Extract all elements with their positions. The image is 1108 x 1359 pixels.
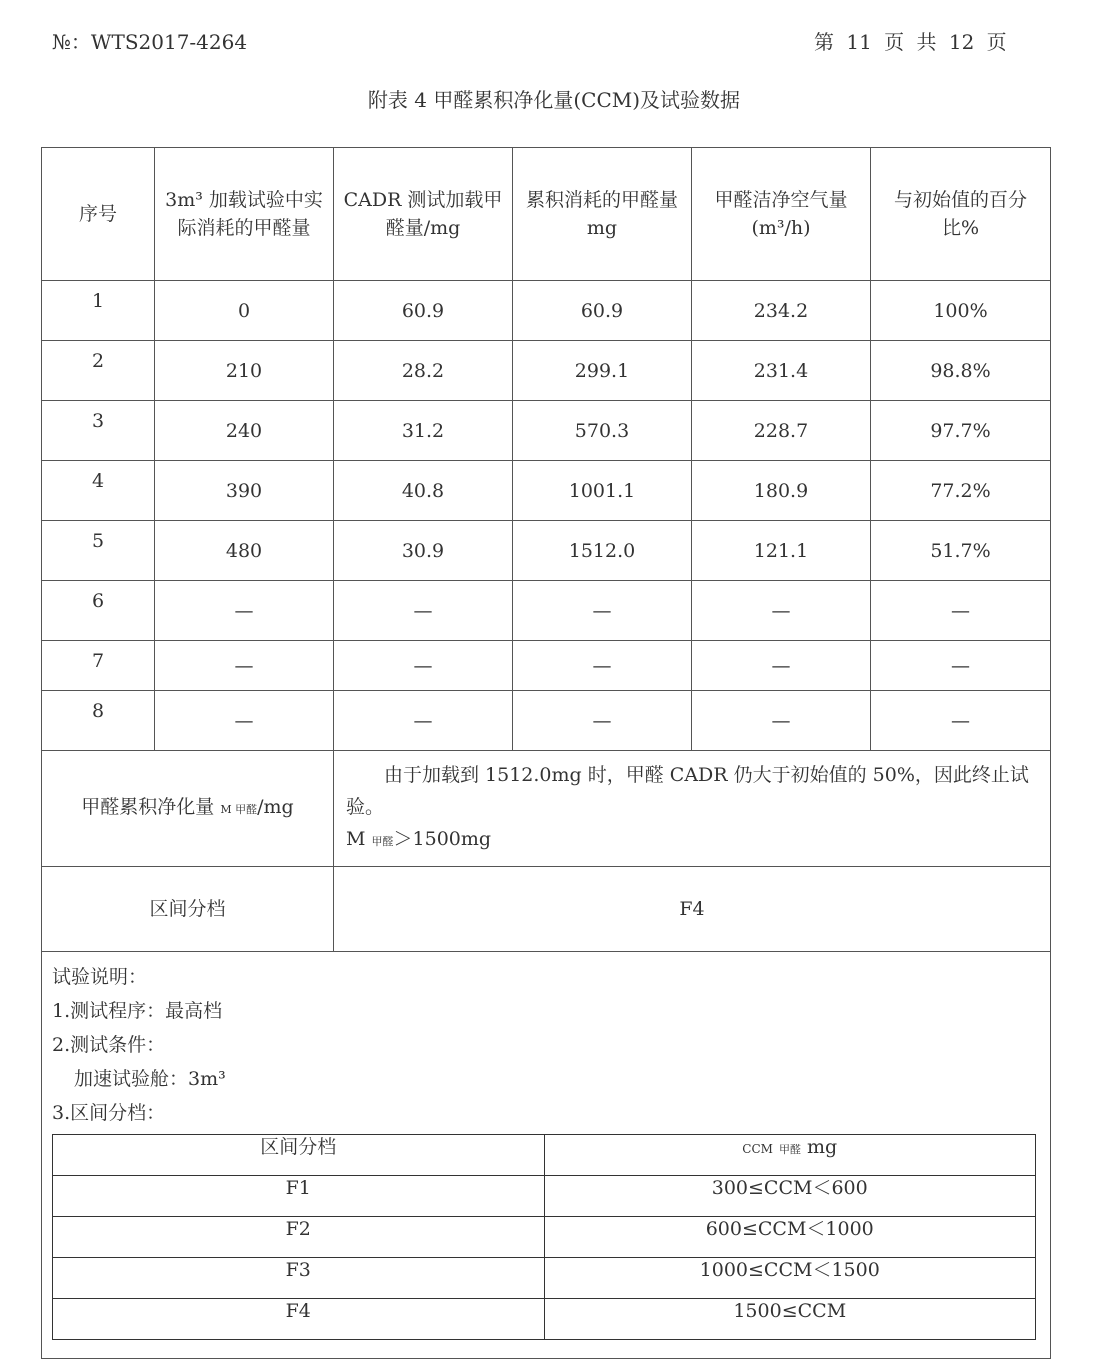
- cell: 8: [42, 691, 155, 751]
- cell: 480: [155, 521, 334, 581]
- cell: 228.7: [692, 401, 871, 461]
- ccm-note-cell: [334, 751, 1051, 867]
- cell: 1512.0: [513, 521, 692, 581]
- ccm-row: [42, 751, 1051, 867]
- cell: 6: [42, 581, 155, 641]
- notes-cell: [42, 952, 1051, 1359]
- table-row: [42, 341, 1051, 401]
- grade-row: [42, 867, 1051, 952]
- cell: 180.9: [692, 461, 871, 521]
- cell: 240: [155, 401, 334, 461]
- notes-heading: 试验说明：: [52, 966, 148, 988]
- cell: —: [513, 691, 692, 751]
- table-row: [42, 401, 1051, 461]
- cell: 77.2%: [871, 461, 1051, 521]
- header-cumulative: 累积消耗的甲醛量 mg: [513, 148, 692, 281]
- grade-value: F4: [334, 867, 1051, 952]
- grade-header-right: [544, 1135, 1036, 1176]
- cell: —: [692, 581, 871, 641]
- cell: —: [692, 641, 871, 691]
- cell: 40.8: [334, 461, 513, 521]
- table-row: [42, 581, 1051, 641]
- cell: 31.2: [334, 401, 513, 461]
- cell: F1: [53, 1176, 545, 1217]
- cell: 5: [42, 521, 155, 581]
- cell: F4: [53, 1299, 545, 1340]
- table-row: [53, 1299, 1036, 1340]
- header-actual-consumption: 3m³ 加载试验中实际消耗的甲醛量: [155, 148, 334, 281]
- header-seq: 序号: [42, 148, 155, 281]
- ccm-label-unit: /mg: [257, 796, 294, 818]
- cell: 600≤CCM＜1000: [544, 1217, 1036, 1258]
- ccm-note: 由于加载到 1512.0mg 时，甲醛 CADR 仍大于初始值的 50%，因此终止试验。: [346, 764, 1029, 818]
- grade-table-header: [53, 1135, 1036, 1176]
- table-row: [42, 641, 1051, 691]
- document-number: №：WTS2017-4264: [52, 30, 248, 54]
- cell: 2: [42, 341, 155, 401]
- ccm-data-table: [41, 147, 1051, 1359]
- cell: 60.9: [334, 281, 513, 341]
- cell: —: [334, 581, 513, 641]
- cell: 210: [155, 341, 334, 401]
- notes-item-2: 2.测试条件：: [52, 1034, 166, 1056]
- grade-header-unit: mg: [807, 1136, 838, 1158]
- ccm-label: [42, 751, 334, 867]
- cell: 121.1: [692, 521, 871, 581]
- cell: 1500≤CCM: [544, 1299, 1036, 1340]
- table-title: 附表 4 甲醛累积净化量(CCM)及试验数据: [367, 88, 741, 112]
- table-row: [53, 1258, 1036, 1299]
- page-number: 第 11 页 共 12 页: [814, 30, 1007, 54]
- cell: F3: [53, 1258, 545, 1299]
- cell: 100%: [871, 281, 1051, 341]
- cell: 1: [42, 281, 155, 341]
- cell: 97.7%: [871, 401, 1051, 461]
- table-row: [42, 691, 1051, 751]
- cell: 28.2: [334, 341, 513, 401]
- cell: —: [155, 641, 334, 691]
- cell: 299.1: [513, 341, 692, 401]
- cell: 30.9: [334, 521, 513, 581]
- cell: 1000≤CCM＜1500: [544, 1258, 1036, 1299]
- header-percent: 与初始值的百分比%: [871, 148, 1051, 281]
- notes-item-2-detail: 加速试验舱：3m³: [74, 1068, 226, 1090]
- cell: 1001.1: [513, 461, 692, 521]
- cell: —: [334, 691, 513, 751]
- table-row: [42, 281, 1051, 341]
- grade-header-left: 区间分档: [53, 1135, 545, 1176]
- grade-header-ccm: CCM: [742, 1142, 773, 1156]
- notes-row: [42, 952, 1051, 1359]
- table-row: [42, 521, 1051, 581]
- notes-item-3: 3.区间分档：: [52, 1102, 166, 1124]
- cell: 51.7%: [871, 521, 1051, 581]
- cell: —: [871, 691, 1051, 751]
- cell: 300≤CCM＜600: [544, 1176, 1036, 1217]
- cell: —: [155, 581, 334, 641]
- cell: 390: [155, 461, 334, 521]
- table-row: [53, 1217, 1036, 1258]
- ccm-value: ＞1500mg: [393, 828, 492, 850]
- cell: —: [513, 581, 692, 641]
- cell: —: [155, 691, 334, 751]
- grade-header-sub: 甲醛: [778, 1143, 801, 1156]
- cell: —: [692, 691, 871, 751]
- cell: 3: [42, 401, 155, 461]
- test-notes: [52, 960, 1050, 1130]
- grade-label: 区间分档: [42, 867, 334, 952]
- header-cadr-load: CADR 测试加载甲醛量/mg: [334, 148, 513, 281]
- ccm-label-text: 甲醛累积净化量: [81, 796, 215, 818]
- grade-table: [52, 1134, 1036, 1340]
- ccm-value-subscript: 甲醛: [371, 835, 394, 848]
- cell: —: [513, 641, 692, 691]
- cell: 234.2: [692, 281, 871, 341]
- ccm-label-subscript: M 甲醛: [220, 803, 258, 816]
- cell: 4: [42, 461, 155, 521]
- header-cadr: 甲醛洁净空气量 (m³/h): [692, 148, 871, 281]
- cell: 60.9: [513, 281, 692, 341]
- cell: —: [871, 581, 1051, 641]
- notes-item-1: 1.测试程序：最高档: [52, 1000, 223, 1022]
- table-header-row: [42, 148, 1051, 281]
- cell: F2: [53, 1217, 545, 1258]
- table-row: [53, 1176, 1036, 1217]
- cell: —: [871, 641, 1051, 691]
- cell: 231.4: [692, 341, 871, 401]
- cell: 570.3: [513, 401, 692, 461]
- cell: 98.8%: [871, 341, 1051, 401]
- table-row: [42, 461, 1051, 521]
- cell: —: [334, 641, 513, 691]
- ccm-value-prefix: M: [346, 828, 366, 850]
- cell: 0: [155, 281, 334, 341]
- cell: 7: [42, 641, 155, 691]
